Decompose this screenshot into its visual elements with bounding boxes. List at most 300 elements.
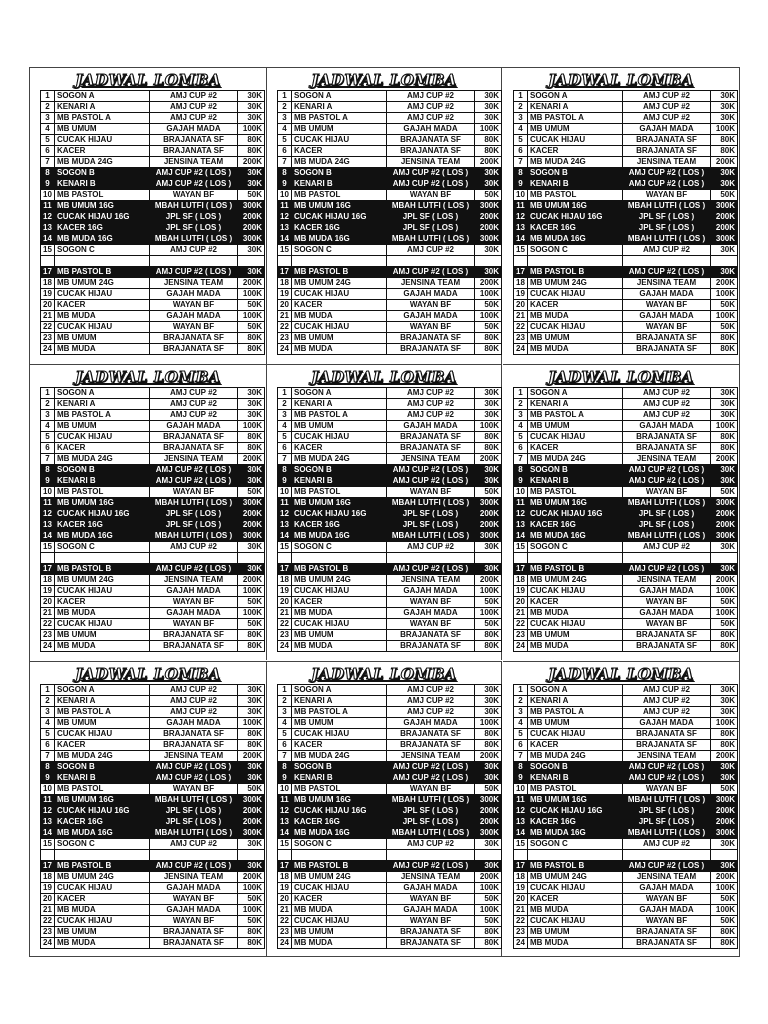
class-name: MB MUDA 24G xyxy=(55,751,150,762)
prize-amount: 30K xyxy=(711,762,738,773)
sponsor-name: MBAH LUTFI ( LOS ) xyxy=(150,201,238,212)
class-name: KACER 16G xyxy=(528,520,623,531)
class-name: SOGON C xyxy=(55,542,150,553)
class-name: MB MUDA 24G xyxy=(292,454,387,465)
row-number: 11 xyxy=(514,498,528,509)
prize-amount: 300K xyxy=(238,531,265,542)
sponsor-name: AMJ CUP #2 ( LOS ) xyxy=(623,465,711,476)
prize-amount: 30K xyxy=(711,113,738,124)
prize-amount: 50K xyxy=(475,784,502,795)
prize-amount: 30K xyxy=(475,564,502,575)
prize-amount: 300K xyxy=(475,531,502,542)
row-number: 11 xyxy=(514,795,528,806)
prize-amount: 30K xyxy=(475,707,502,718)
prize-amount: 80K xyxy=(711,146,738,157)
row-number: 22 xyxy=(514,322,528,333)
class-name: KACER xyxy=(528,894,623,905)
table-row xyxy=(278,861,502,872)
prize-amount: 300K xyxy=(711,201,738,212)
sponsor-name: WAYAN BF xyxy=(387,487,475,498)
table-row xyxy=(514,773,738,784)
table-row xyxy=(278,454,502,465)
prize-amount: 200K xyxy=(475,751,502,762)
row-number xyxy=(278,256,292,267)
row-number: 22 xyxy=(41,322,55,333)
prize-amount: 30K xyxy=(475,113,502,124)
sponsor-name: AMJ CUP #2 xyxy=(623,399,711,410)
row-number: 24 xyxy=(278,641,292,652)
prize-amount: 30K xyxy=(238,542,265,553)
class-name: CUCAK HIJAU xyxy=(528,729,623,740)
schedule-card xyxy=(266,68,502,364)
prize-amount: 50K xyxy=(238,597,265,608)
class-name: SOGON A xyxy=(528,91,623,102)
prize-amount: 100K xyxy=(238,608,265,619)
prize-amount: 80K xyxy=(711,135,738,146)
prize-amount: 30K xyxy=(238,388,265,399)
prize-amount: 30K xyxy=(711,245,738,256)
sponsor-name: JENSINA TEAM xyxy=(387,751,475,762)
class-name: KACER xyxy=(55,740,150,751)
prize-amount: 30K xyxy=(475,388,502,399)
class-name: CUCAK HIJAU xyxy=(528,883,623,894)
schedule-card xyxy=(30,661,266,957)
row-number: 8 xyxy=(278,762,292,773)
prize-amount: 200K xyxy=(475,509,502,520)
table-row xyxy=(41,861,265,872)
schedule-card xyxy=(30,68,266,364)
sponsor-name: BRAJANATA SF xyxy=(623,344,711,355)
prize-amount: 80K xyxy=(711,729,738,740)
table-row xyxy=(278,432,502,443)
prize-amount xyxy=(711,553,738,564)
row-number: 7 xyxy=(514,157,528,168)
row-number: 9 xyxy=(278,773,292,784)
table-row xyxy=(41,520,265,531)
row-number: 24 xyxy=(278,938,292,949)
table-row xyxy=(41,762,265,773)
sponsor-name: AMJ CUP #2 xyxy=(387,696,475,707)
prize-amount: 200K xyxy=(475,575,502,586)
sponsor-name: JPL SF ( LOS ) xyxy=(623,520,711,531)
sponsor-name: AMJ CUP #2 xyxy=(150,399,238,410)
prize-amount: 80K xyxy=(475,135,502,146)
row-number: 9 xyxy=(514,773,528,784)
class-name: MB MUDA xyxy=(55,641,150,652)
row-number: 18 xyxy=(514,872,528,883)
class-name: MB PASTOL xyxy=(292,487,387,498)
sponsor-name: JENSINA TEAM xyxy=(387,575,475,586)
row-number: 12 xyxy=(278,212,292,223)
table-row xyxy=(41,872,265,883)
prize-amount: 100K xyxy=(475,311,502,322)
schedule-table xyxy=(277,387,502,652)
table-row xyxy=(514,751,738,762)
class-name: CUCAK HIJAU xyxy=(55,322,150,333)
class-name: KACER 16G xyxy=(55,520,150,531)
prize-amount: 30K xyxy=(475,861,502,872)
class-name: MB UMUM xyxy=(292,718,387,729)
row-number: 5 xyxy=(41,729,55,740)
table-row xyxy=(278,179,502,190)
class-name: MB MUDA 16G xyxy=(528,531,623,542)
class-name: MB PASTOL xyxy=(55,784,150,795)
prize-amount: 100K xyxy=(711,421,738,432)
row-number: 17 xyxy=(514,564,528,575)
class-name: MB PASTOL B xyxy=(55,564,150,575)
row-number: 2 xyxy=(278,399,292,410)
row-number: 15 xyxy=(278,839,292,850)
row-number: 4 xyxy=(41,718,55,729)
row-number: 13 xyxy=(514,817,528,828)
table-row xyxy=(278,102,502,113)
row-number: 3 xyxy=(41,113,55,124)
table-row xyxy=(41,553,265,564)
sponsor-name: JPL SF ( LOS ) xyxy=(387,806,475,817)
row-number: 3 xyxy=(514,707,528,718)
sponsor-name: JENSINA TEAM xyxy=(150,454,238,465)
table-row xyxy=(41,696,265,707)
class-name: MB UMUM 16G xyxy=(55,498,150,509)
class-name: KENARI B xyxy=(292,476,387,487)
row-number: 13 xyxy=(514,520,528,531)
sponsor-name: WAYAN BF xyxy=(623,487,711,498)
prize-amount: 100K xyxy=(238,883,265,894)
class-name: CUCAK HIJAU 16G xyxy=(55,212,150,223)
sponsor-name: BRAJANATA SF xyxy=(387,135,475,146)
card-title: JADWAL LOMBA xyxy=(548,665,694,683)
row-number: 20 xyxy=(41,597,55,608)
prize-amount: 80K xyxy=(238,333,265,344)
prize-amount: 200K xyxy=(238,575,265,586)
sponsor-name: JENSINA TEAM xyxy=(150,872,238,883)
sponsor-name: JPL SF ( LOS ) xyxy=(387,520,475,531)
table-row xyxy=(278,278,502,289)
sponsor-name: AMJ CUP #2 ( LOS ) xyxy=(387,564,475,575)
table-row xyxy=(514,575,738,586)
table-row xyxy=(514,641,738,652)
prize-amount: 30K xyxy=(711,410,738,421)
sponsor-name: BRAJANATA SF xyxy=(387,344,475,355)
row-number: 8 xyxy=(41,168,55,179)
sponsor-name: WAYAN BF xyxy=(623,784,711,795)
row-number: 14 xyxy=(278,234,292,245)
sponsor-name: JENSINA TEAM xyxy=(387,872,475,883)
table-row xyxy=(514,487,738,498)
class-name: SOGON A xyxy=(292,685,387,696)
prize-amount: 50K xyxy=(711,894,738,905)
sponsor-name: MBAH LUTFI ( LOS ) xyxy=(387,795,475,806)
prize-amount: 30K xyxy=(711,685,738,696)
table-row xyxy=(514,718,738,729)
prize-amount: 30K xyxy=(711,388,738,399)
row-number: 8 xyxy=(278,465,292,476)
sponsor-name: GAJAH MADA xyxy=(387,289,475,300)
sponsor-name: AMJ CUP #2 xyxy=(387,399,475,410)
row-number: 21 xyxy=(514,608,528,619)
table-row xyxy=(278,784,502,795)
prize-amount: 300K xyxy=(475,828,502,839)
row-number: 3 xyxy=(278,113,292,124)
class-name: KENARI B xyxy=(528,179,623,190)
table-row xyxy=(278,91,502,102)
prize-amount: 50K xyxy=(238,916,265,927)
class-name: SOGON C xyxy=(528,542,623,553)
class-name: CUCAK HIJAU xyxy=(292,619,387,630)
row-number: 9 xyxy=(278,179,292,190)
table-row xyxy=(41,729,265,740)
table-row xyxy=(278,817,502,828)
class-name: MB UMUM 24G xyxy=(292,278,387,289)
row-number: 11 xyxy=(41,498,55,509)
row-number: 23 xyxy=(514,630,528,641)
class-name: KACER xyxy=(528,300,623,311)
class-name: KENARI A xyxy=(55,102,150,113)
prize-amount: 200K xyxy=(711,278,738,289)
row-number: 11 xyxy=(278,201,292,212)
table-row xyxy=(278,322,502,333)
row-number: 11 xyxy=(41,201,55,212)
table-row xyxy=(514,476,738,487)
sponsor-name: GAJAH MADA xyxy=(387,421,475,432)
table-row xyxy=(41,311,265,322)
table-row xyxy=(41,839,265,850)
sponsor-name: WAYAN BF xyxy=(623,894,711,905)
row-number: 8 xyxy=(41,465,55,476)
sponsor-name: AMJ CUP #2 xyxy=(150,696,238,707)
class-name: MB PASTOL xyxy=(528,487,623,498)
prize-amount: 30K xyxy=(475,102,502,113)
table-row xyxy=(41,410,265,421)
class-name: KACER xyxy=(55,597,150,608)
sponsor-name: MBAH LUTFI ( LOS ) xyxy=(623,201,711,212)
prize-amount: 30K xyxy=(475,696,502,707)
table-row xyxy=(278,388,502,399)
row-number: 5 xyxy=(514,135,528,146)
sponsor-name: BRAJANATA SF xyxy=(623,740,711,751)
table-row xyxy=(278,542,502,553)
row-number: 4 xyxy=(41,421,55,432)
row-number: 8 xyxy=(278,168,292,179)
class-name: KENARI B xyxy=(292,179,387,190)
table-row xyxy=(514,146,738,157)
sponsor-name: GAJAH MADA xyxy=(387,608,475,619)
class-name: CUCAK HIJAU xyxy=(292,729,387,740)
class-name: MB MUDA 16G xyxy=(528,828,623,839)
class-name: SOGON A xyxy=(528,388,623,399)
sponsor-name: WAYAN BF xyxy=(150,619,238,630)
class-name xyxy=(55,256,150,267)
class-name: KACER xyxy=(55,146,150,157)
sponsor-name: MBAH LUTFI ( LOS ) xyxy=(623,234,711,245)
class-name: MB MUDA xyxy=(55,938,150,949)
row-number: 6 xyxy=(514,146,528,157)
class-name: CUCAK HIJAU 16G xyxy=(528,509,623,520)
sponsor-name: GAJAH MADA xyxy=(150,311,238,322)
sponsor-name: AMJ CUP #2 xyxy=(150,542,238,553)
row-number: 22 xyxy=(278,619,292,630)
row-number: 5 xyxy=(278,432,292,443)
prize-amount: 100K xyxy=(711,586,738,597)
sponsor-name: GAJAH MADA xyxy=(623,421,711,432)
class-name: MB PASTOL B xyxy=(55,267,150,278)
class-name: MB PASTOL B xyxy=(55,861,150,872)
class-name: SOGON A xyxy=(292,388,387,399)
class-name: KACER 16G xyxy=(292,817,387,828)
prize-amount: 30K xyxy=(238,696,265,707)
table-row xyxy=(278,718,502,729)
prize-amount: 200K xyxy=(238,817,265,828)
class-name: MB PASTOL A xyxy=(55,707,150,718)
table-row xyxy=(278,641,502,652)
table-row xyxy=(41,773,265,784)
class-name: MB UMUM xyxy=(55,421,150,432)
prize-amount: 200K xyxy=(475,806,502,817)
table-row xyxy=(514,784,738,795)
class-name: CUCAK HIJAU xyxy=(55,135,150,146)
table-row xyxy=(278,443,502,454)
schedule-card xyxy=(266,661,502,957)
table-row xyxy=(278,905,502,916)
table-row xyxy=(278,729,502,740)
prize-amount: 30K xyxy=(238,267,265,278)
class-name: KACER xyxy=(292,443,387,454)
table-row xyxy=(278,465,502,476)
sponsor-name: BRAJANATA SF xyxy=(623,630,711,641)
row-number: 1 xyxy=(514,91,528,102)
class-name: MB PASTOL A xyxy=(292,410,387,421)
row-number: 12 xyxy=(278,806,292,817)
prize-amount: 200K xyxy=(475,157,502,168)
row-number: 3 xyxy=(514,410,528,421)
prize-amount: 100K xyxy=(238,586,265,597)
class-name: MB MUDA 16G xyxy=(292,531,387,542)
prize-amount: 100K xyxy=(711,718,738,729)
class-name: SOGON B xyxy=(292,465,387,476)
table-row xyxy=(514,443,738,454)
prize-amount xyxy=(238,553,265,564)
prize-amount xyxy=(711,850,738,861)
class-name: MB PASTOL A xyxy=(528,707,623,718)
row-number: 15 xyxy=(41,839,55,850)
table-row xyxy=(278,553,502,564)
prize-amount: 300K xyxy=(238,498,265,509)
sponsor-name: BRAJANATA SF xyxy=(623,927,711,938)
sponsor-name: BRAJANATA SF xyxy=(387,927,475,938)
sponsor-name: AMJ CUP #2 ( LOS ) xyxy=(150,179,238,190)
table-row xyxy=(41,883,265,894)
table-row xyxy=(278,839,502,850)
row-number: 6 xyxy=(514,740,528,751)
row-number: 2 xyxy=(514,696,528,707)
class-name: MB UMUM xyxy=(55,124,150,135)
table-row xyxy=(514,234,738,245)
prize-amount: 80K xyxy=(238,729,265,740)
table-row xyxy=(41,564,265,575)
prize-amount: 30K xyxy=(711,179,738,190)
class-name: MB UMUM 16G xyxy=(55,201,150,212)
sponsor-name: JPL SF ( LOS ) xyxy=(623,817,711,828)
row-number: 23 xyxy=(41,333,55,344)
sponsor-name: WAYAN BF xyxy=(150,784,238,795)
sponsor-name: BRAJANATA SF xyxy=(150,333,238,344)
row-number: 1 xyxy=(278,685,292,696)
prize-amount: 200K xyxy=(711,212,738,223)
prize-amount: 100K xyxy=(475,883,502,894)
table-row xyxy=(514,619,738,630)
class-name: MB MUDA 24G xyxy=(528,157,623,168)
sponsor-name: JENSINA TEAM xyxy=(150,157,238,168)
table-row xyxy=(41,498,265,509)
class-name: MB UMUM xyxy=(55,630,150,641)
row-number: 13 xyxy=(41,520,55,531)
row-number: 11 xyxy=(278,795,292,806)
class-name: MB PASTOL xyxy=(292,190,387,201)
class-name: KACER 16G xyxy=(292,223,387,234)
table-row xyxy=(514,817,738,828)
row-number: 20 xyxy=(514,894,528,905)
row-number: 19 xyxy=(278,883,292,894)
sponsor-name: WAYAN BF xyxy=(387,190,475,201)
class-name: CUCAK HIJAU 16G xyxy=(292,212,387,223)
table-row xyxy=(278,740,502,751)
class-name: KENARI A xyxy=(528,399,623,410)
sponsor-name: AMJ CUP #2 ( LOS ) xyxy=(387,168,475,179)
sponsor-name: AMJ CUP #2 ( LOS ) xyxy=(150,168,238,179)
sponsor-name: GAJAH MADA xyxy=(387,883,475,894)
class-name: CUCAK HIJAU 16G xyxy=(528,806,623,817)
class-name: CUCAK HIJAU xyxy=(292,586,387,597)
sponsor-name: GAJAH MADA xyxy=(623,608,711,619)
sponsor-name: WAYAN BF xyxy=(623,300,711,311)
prize-amount: 30K xyxy=(475,267,502,278)
prize-amount: 30K xyxy=(238,102,265,113)
row-number: 5 xyxy=(278,729,292,740)
sponsor-name: AMJ CUP #2 xyxy=(387,91,475,102)
schedule-table xyxy=(40,387,265,652)
sponsor-name: GAJAH MADA xyxy=(623,586,711,597)
prize-amount: 80K xyxy=(238,740,265,751)
class-name: MB MUDA 16G xyxy=(55,531,150,542)
schedule-card xyxy=(503,364,739,660)
row-number: 5 xyxy=(41,135,55,146)
table-row xyxy=(514,564,738,575)
table-row xyxy=(278,256,502,267)
class-name: MB MUDA xyxy=(292,344,387,355)
class-name: SOGON B xyxy=(528,762,623,773)
prize-amount: 30K xyxy=(475,91,502,102)
table-row xyxy=(514,905,738,916)
table-row xyxy=(278,190,502,201)
prize-amount: 200K xyxy=(475,520,502,531)
row-number: 20 xyxy=(278,894,292,905)
table-row xyxy=(514,311,738,322)
row-number: 14 xyxy=(41,234,55,245)
table-row xyxy=(41,113,265,124)
prize-amount: 200K xyxy=(475,454,502,465)
class-name: CUCAK HIJAU xyxy=(292,916,387,927)
class-name xyxy=(528,256,623,267)
sponsor-name: AMJ CUP #2 xyxy=(623,245,711,256)
table-row xyxy=(514,410,738,421)
class-name: MB UMUM 24G xyxy=(528,872,623,883)
sponsor-name: AMJ CUP #2 xyxy=(623,685,711,696)
class-name: CUCAK HIJAU 16G xyxy=(55,509,150,520)
sponsor-name: JENSINA TEAM xyxy=(387,454,475,465)
prize-amount xyxy=(238,850,265,861)
table-row xyxy=(514,113,738,124)
table-row xyxy=(514,223,738,234)
